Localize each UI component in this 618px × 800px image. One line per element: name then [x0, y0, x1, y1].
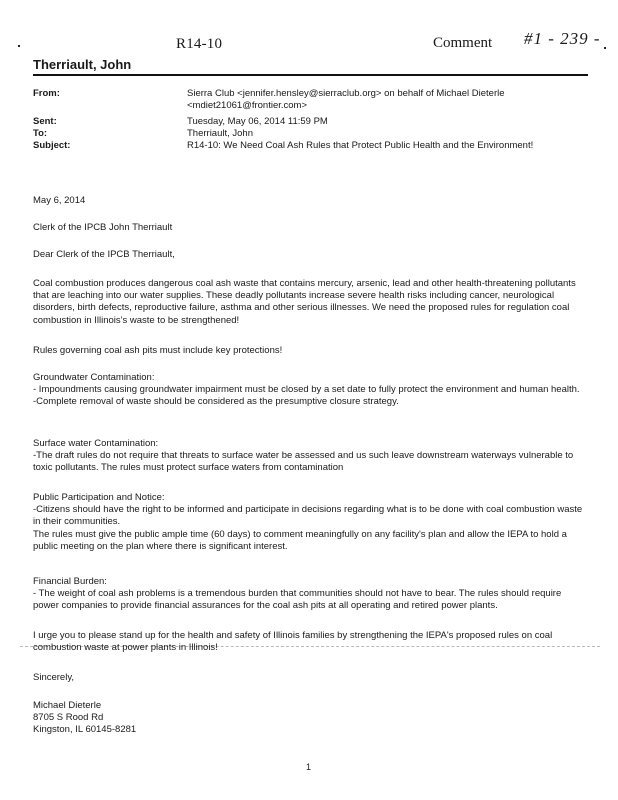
- from-label: From:: [33, 88, 60, 99]
- to-label: To:: [33, 128, 48, 139]
- closing-appeal: I urge you to please stand up for the health and safety of Illinois families by strengthening the IEPA's proposed rules on coal combustion waste at power plants in Illinois!: [33, 630, 553, 654]
- subject-value: R14-10: We Need Coal Ash Rules that Protect Public Health and the Environment!: [187, 140, 534, 151]
- groundwater-section: [33, 372, 588, 409]
- scan-speck: [604, 47, 606, 49]
- surface-water-heading: Surface water Contamination:: [33, 438, 159, 449]
- financial-burden-section: [33, 576, 588, 613]
- financial-burden-heading: Financial Burden:: [33, 576, 107, 587]
- letter-salutation: Dear Clerk of the IPCB Therriault,: [33, 249, 175, 260]
- sent-value: Tuesday, May 06, 2014 11:59 PM: [187, 116, 328, 127]
- intro-paragraph: Coal combustion produces dangerous coal ash waste that contains mercury, arsenic, lead and other health-threatening pollutants that are leaching into our water supplies. These deadly pollutants increase severe health risks including cancer, neurological disorders, birth defects, reproductive failure, asthma and other serious illnesses. We need the proposed rules for regulation coal combustion in Illinois's waste to be strengthened!: [33, 278, 576, 326]
- groundwater-point-2: -Complete removal of waste should be considered as the presumptive closure strategy.: [33, 396, 399, 408]
- scan-speck: [18, 45, 20, 47]
- docket-number: R14-10: [176, 36, 223, 52]
- groundwater-point-1: - Impoundments causing groundwater impairment must be closed by a set date to fully protect the environment and human health.: [33, 384, 580, 396]
- sent-label: Sent:: [33, 116, 57, 127]
- surface-water-section: [33, 438, 588, 475]
- financial-burden-point-1: - The weight of coal ash problems is a tremendous burden that communities should not have to bear. The rules should require power companies to provide financial assurances for the coal ash pits at all operating and retired power plants.: [33, 588, 562, 612]
- signoff: Sincerely,: [33, 672, 75, 683]
- surface-water-point-1: -The draft rules do not require that threats to surface water be assessed and us such leave downstream waterways vulnerable to toxic pollutants. The rules must protect surface waters from contamination: [33, 450, 574, 474]
- groundwater-heading: Groundwater Contamination:: [33, 372, 155, 383]
- letter-date: May 6, 2014: [33, 195, 86, 206]
- sender-block: [33, 700, 588, 737]
- public-participation-section: [33, 492, 588, 553]
- public-participation-heading: Public Participation and Notice:: [33, 492, 165, 503]
- subject-label: Subject:: [33, 140, 71, 151]
- protections-intro: Rules governing coal ash pits must include key protections!: [33, 345, 283, 356]
- public-participation-point-2: The rules must give the public ample time (60 days) to comment meaningfully on any facility's plan and allow the IEPA to hold a public meeting on the plan where there is significant interest.: [33, 528, 567, 552]
- sender-street: 8705 S Rood Rd: [33, 712, 104, 724]
- comment-label: Comment: [433, 35, 493, 51]
- to-value: Therriault, John: [187, 128, 254, 139]
- comment-number: #1 - 239 -: [524, 29, 601, 48]
- from-value: Sierra Club <jennifer.hensley@sierraclub.org> on behalf of Michael Dieterle <mdiet21061@frontier.com>: [187, 88, 505, 111]
- page-number: 1: [306, 762, 312, 772]
- sender-name: Michael Dieterle: [33, 700, 102, 711]
- letter-addressee: Clerk of the IPCB John Therriault: [33, 222, 173, 233]
- public-participation-point-1: -Citizens should have the right to be informed and participate in decisions regarding what is to be done with coal combustion waste in their communities.: [33, 504, 583, 528]
- recipient-name: Therriault, John: [33, 57, 132, 72]
- header-divider: [33, 74, 588, 76]
- sender-city: Kingston, IL 60145-8281: [33, 724, 137, 736]
